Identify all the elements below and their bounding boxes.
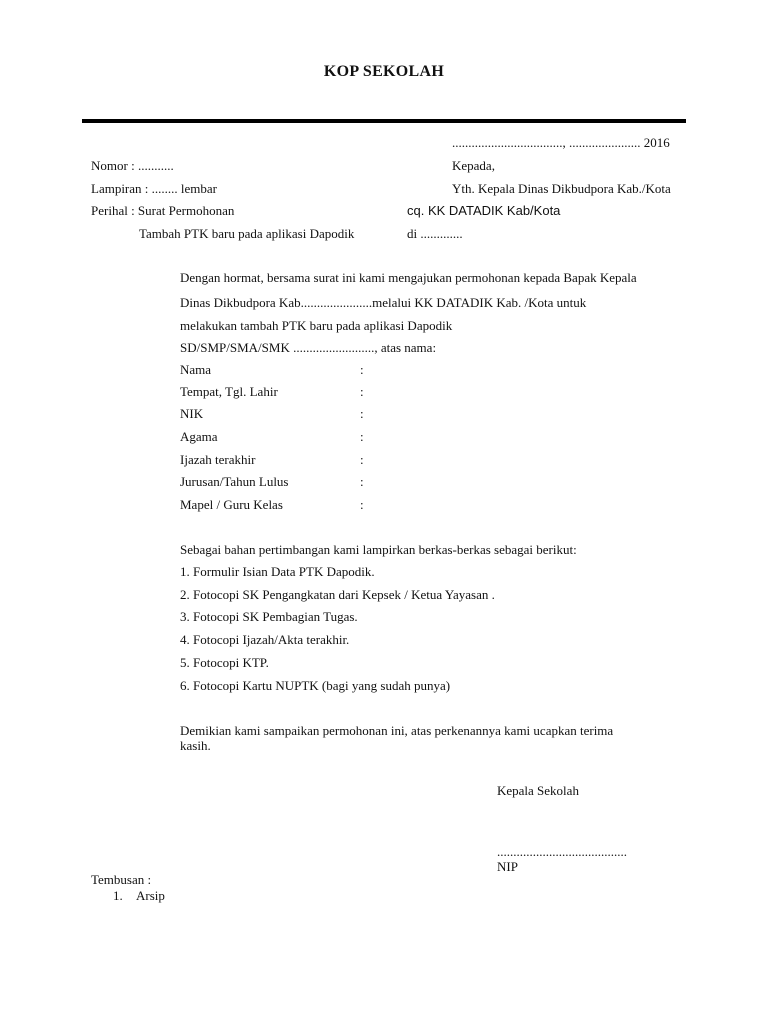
- letterhead-title: KOP SEKOLAH: [323, 63, 445, 80]
- letterhead-rule: [82, 119, 686, 123]
- attachments-intro: Sebagai bahan pertimbangan kami lampirkan berkas-berkas sebagai berikut:: [180, 542, 577, 557]
- intro-line-1: Dengan hormat, bersama surat ini kami mengajukan permohonan kepada Bapak Kepala: [180, 270, 637, 285]
- field-colon: :: [360, 406, 364, 421]
- closing-line-1: Demikian kami sampaikan permohonan ini, atas perkenannya kami ucapkan terima: [180, 723, 614, 738]
- lampiran-line: Lampiran : ........ lembar: [91, 181, 217, 196]
- field-label: Jurusan/Tahun Lulus: [180, 474, 289, 489]
- cc-item-number: 1.: [113, 888, 123, 903]
- cc-item-text: Arsip: [136, 888, 165, 903]
- field-label: Tempat, Tgl. Lahir: [180, 384, 278, 399]
- intro-line-4: SD/SMP/SMA/SMK ........................., atas nama:: [180, 340, 437, 355]
- closing-line-2: kasih.: [180, 738, 211, 753]
- intro-line-3: melakukan tambah PTK baru pada aplikasi Dapodik: [180, 318, 453, 333]
- field-colon: :: [360, 384, 364, 399]
- perihal-subject: Tambah PTK baru pada aplikasi Dapodik: [139, 226, 355, 241]
- place-date: .................................., ...................... 2016: [452, 135, 670, 150]
- field-label: Nama: [180, 362, 212, 377]
- field-colon: :: [360, 362, 364, 377]
- recipient-kepada: Kepada,: [452, 158, 495, 173]
- field-colon: :: [360, 497, 364, 512]
- signature-role: Kepala Sekolah: [497, 783, 579, 798]
- field-label: Ijazah terakhir: [180, 452, 256, 467]
- attachment-item: 6. Fotocopi Kartu NUPTK (bagi yang sudah punya): [180, 678, 451, 693]
- intro-line-2: Dinas Dikbudpora Kab......................melalui KK DATADIK Kab. /Kota untuk: [180, 295, 587, 310]
- field-colon: :: [360, 452, 364, 467]
- recipient-di: di .............: [407, 226, 463, 241]
- signature-nip: NIP: [497, 859, 518, 874]
- field-colon: :: [360, 429, 364, 444]
- attachment-item: 5. Fotocopi KTP.: [180, 655, 269, 670]
- field-label: Agama: [180, 429, 218, 444]
- perihal-line: Perihal : Surat Permohonan: [91, 203, 235, 218]
- attachment-item: 3. Fotocopi SK Pembagian Tugas.: [180, 609, 358, 624]
- field-label: NIK: [180, 406, 204, 421]
- nomor-line: Nomor : ...........: [91, 158, 174, 173]
- recipient-yth: Yth. Kepala Dinas Dikbudpora Kab./Kota: [452, 181, 671, 196]
- attachment-item: 4. Fotocopi Ijazah/Akta terakhir.: [180, 632, 350, 647]
- field-colon: :: [360, 474, 364, 489]
- signature-name-line: ........................................: [497, 844, 627, 859]
- field-label: Mapel / Guru Kelas: [180, 497, 283, 512]
- attachment-item: 2. Fotocopi SK Pengangkatan dari Kepsek / Ketua Yayasan .: [180, 587, 495, 602]
- cc-label: Tembusan :: [91, 872, 152, 887]
- attachment-item: 1. Formulir Isian Data PTK Dapodik.: [180, 564, 375, 579]
- recipient-cq: cq. KK DATADIK Kab/Kota: [407, 203, 561, 218]
